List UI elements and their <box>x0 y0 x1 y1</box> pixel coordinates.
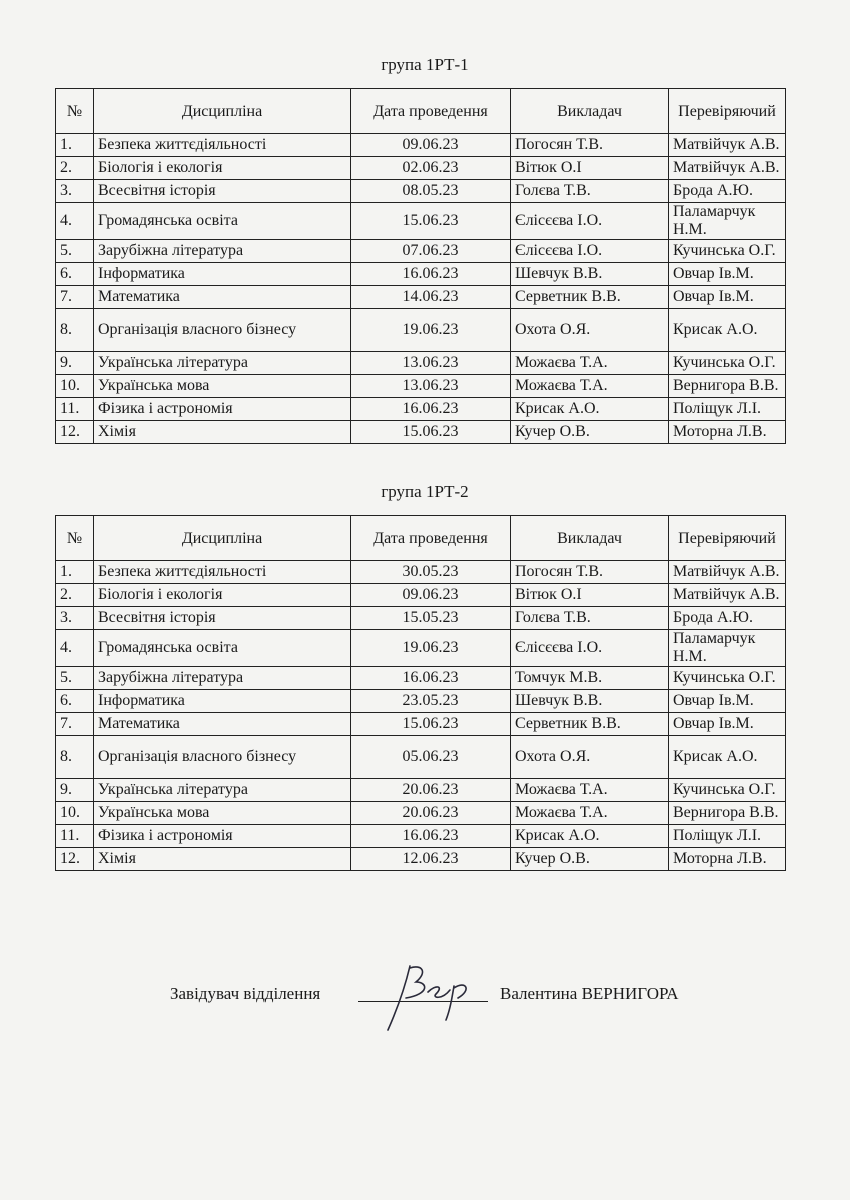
table-row <box>56 630 786 667</box>
cell-subject: Громадянська освіта <box>94 203 351 240</box>
table-row <box>56 309 786 352</box>
cell-teacher: Томчук М.В. <box>511 667 669 690</box>
cell-num: 5. <box>56 667 94 690</box>
cell-subject: Безпека життєдіяльності <box>94 134 351 157</box>
cell-date: 23.05.23 <box>351 690 511 713</box>
cell-date: 09.06.23 <box>351 134 511 157</box>
table-row <box>56 802 786 825</box>
table-row <box>56 561 786 584</box>
table-row <box>56 263 786 286</box>
cell-num: 8. <box>56 309 94 352</box>
cell-subject: Організація власного бізнесу <box>94 309 351 352</box>
cell-subject: Зарубіжна література <box>94 240 351 263</box>
table-body <box>56 134 786 444</box>
cell-subject: Громадянська освіта <box>94 630 351 667</box>
header-teacher: Викладач <box>511 516 669 561</box>
cell-checker: Овчар Ів.М. <box>669 263 786 286</box>
table-body <box>56 561 786 871</box>
header-teacher: Викладач <box>511 89 669 134</box>
header-num: № <box>56 516 94 561</box>
cell-checker: Паламарчук Н.М. <box>669 630 786 667</box>
cell-subject: Зарубіжна література <box>94 667 351 690</box>
cell-num: 11. <box>56 398 94 421</box>
cell-date: 15.06.23 <box>351 713 511 736</box>
cell-teacher: Серветник В.В. <box>511 713 669 736</box>
cell-teacher: Погосян Т.В. <box>511 134 669 157</box>
cell-num: 1. <box>56 134 94 157</box>
cell-teacher: Шевчук В.В. <box>511 690 669 713</box>
cell-teacher: Кучер О.В. <box>511 421 669 444</box>
cell-subject: Фізика і астрономія <box>94 825 351 848</box>
table-row <box>56 690 786 713</box>
cell-checker: Овчар Ів.М. <box>669 713 786 736</box>
cell-checker: Брода А.Ю. <box>669 180 786 203</box>
cell-date: 14.06.23 <box>351 286 511 309</box>
table-row <box>56 736 786 779</box>
cell-checker: Кучинська О.Г. <box>669 240 786 263</box>
table-header-row <box>56 89 786 134</box>
cell-num: 12. <box>56 421 94 444</box>
cell-num: 3. <box>56 607 94 630</box>
cell-subject: Українська література <box>94 352 351 375</box>
cell-date: 09.06.23 <box>351 584 511 607</box>
cell-checker: Поліщук Л.І. <box>669 825 786 848</box>
cell-checker: Моторна Л.В. <box>669 421 786 444</box>
cell-subject: Біологія і екологія <box>94 157 351 180</box>
cell-teacher: Можаєва Т.А. <box>511 802 669 825</box>
cell-teacher: Кучер О.В. <box>511 848 669 871</box>
signature-block <box>0 968 850 1048</box>
header-subject: Дисципліна <box>94 516 351 561</box>
cell-num: 9. <box>56 779 94 802</box>
cell-num: 7. <box>56 286 94 309</box>
cell-checker: Крисак А.О. <box>669 309 786 352</box>
cell-teacher: Погосян Т.В. <box>511 561 669 584</box>
cell-subject: Українська мова <box>94 375 351 398</box>
group-title: група 1РТ-2 <box>381 482 469 501</box>
cell-date: 13.06.23 <box>351 352 511 375</box>
cell-date: 02.06.23 <box>351 157 511 180</box>
table-row <box>56 352 786 375</box>
table-row <box>56 134 786 157</box>
cell-num: 2. <box>56 157 94 180</box>
cell-subject: Хімія <box>94 848 351 871</box>
header-date: Дата проведення <box>351 89 511 134</box>
table-row <box>56 667 786 690</box>
cell-date: 05.06.23 <box>351 736 511 779</box>
cell-date: 15.06.23 <box>351 421 511 444</box>
table-row <box>56 713 786 736</box>
cell-date: 19.06.23 <box>351 630 511 667</box>
cell-num: 7. <box>56 713 94 736</box>
header-subject: Дисципліна <box>94 89 351 134</box>
cell-date: 16.06.23 <box>351 263 511 286</box>
cell-teacher: Єлісєєва І.О. <box>511 240 669 263</box>
table-row <box>56 157 786 180</box>
cell-subject: Організація власного бізнесу <box>94 736 351 779</box>
cell-checker: Паламарчук Н.М. <box>669 203 786 240</box>
cell-num: 4. <box>56 203 94 240</box>
cell-checker: Крисак А.О. <box>669 736 786 779</box>
cell-num: 1. <box>56 561 94 584</box>
cell-date: 16.06.23 <box>351 398 511 421</box>
cell-subject: Інформатика <box>94 263 351 286</box>
cell-subject: Українська мова <box>94 802 351 825</box>
cell-subject: Всесвітня історія <box>94 607 351 630</box>
table-row <box>56 240 786 263</box>
cell-teacher: Крисак А.О. <box>511 398 669 421</box>
cell-subject: Математика <box>94 286 351 309</box>
cell-teacher: Крисак А.О. <box>511 825 669 848</box>
schedule-table <box>55 515 786 871</box>
cell-teacher: Можаєва Т.А. <box>511 375 669 398</box>
cell-num: 9. <box>56 352 94 375</box>
header-checker: Перевіряючий <box>669 516 786 561</box>
cell-subject: Українська література <box>94 779 351 802</box>
table-row <box>56 398 786 421</box>
cell-date: 13.06.23 <box>351 375 511 398</box>
cell-checker: Овчар Ів.М. <box>669 286 786 309</box>
group-title: група 1РТ-1 <box>381 55 469 74</box>
cell-checker: Кучинська О.Г. <box>669 779 786 802</box>
cell-checker: Кучинська О.Г. <box>669 352 786 375</box>
schedule-table <box>55 88 786 444</box>
cell-date: 15.06.23 <box>351 203 511 240</box>
cell-num: 12. <box>56 848 94 871</box>
cell-date: 19.06.23 <box>351 309 511 352</box>
header-num: № <box>56 89 94 134</box>
cell-num: 6. <box>56 690 94 713</box>
cell-teacher: Охота О.Я. <box>511 736 669 779</box>
table-row <box>56 421 786 444</box>
cell-num: 10. <box>56 375 94 398</box>
cell-num: 3. <box>56 180 94 203</box>
handwritten-signature <box>370 958 490 1038</box>
cell-subject: Біологія і екологія <box>94 584 351 607</box>
signatory-position: Завідувач відділення <box>170 984 321 1003</box>
cell-checker: Вернигора В.В. <box>669 375 786 398</box>
table-header-row <box>56 516 786 561</box>
cell-subject: Інформатика <box>94 690 351 713</box>
table-row <box>56 825 786 848</box>
cell-subject: Безпека життєдіяльності <box>94 561 351 584</box>
cell-num: 11. <box>56 825 94 848</box>
cell-num: 6. <box>56 263 94 286</box>
cell-num: 10. <box>56 802 94 825</box>
cell-checker: Матвійчук А.В. <box>669 561 786 584</box>
cell-teacher: Можаєва Т.А. <box>511 352 669 375</box>
cell-num: 8. <box>56 736 94 779</box>
cell-checker: Матвійчук А.В. <box>669 157 786 180</box>
cell-date: 20.06.23 <box>351 779 511 802</box>
cell-checker: Овчар Ів.М. <box>669 690 786 713</box>
cell-teacher: Єлісєєва І.О. <box>511 203 669 240</box>
cell-checker: Вернигора В.В. <box>669 802 786 825</box>
table-row <box>56 180 786 203</box>
header-checker: Перевіряючий <box>669 89 786 134</box>
cell-checker: Матвійчук А.В. <box>669 584 786 607</box>
table-row <box>56 286 786 309</box>
cell-date: 16.06.23 <box>351 825 511 848</box>
cell-num: 2. <box>56 584 94 607</box>
cell-teacher: Охота О.Я. <box>511 309 669 352</box>
cell-teacher: Вітюк О.І <box>511 584 669 607</box>
cell-checker: Моторна Л.В. <box>669 848 786 871</box>
cell-subject: Хімія <box>94 421 351 444</box>
cell-num: 5. <box>56 240 94 263</box>
cell-checker: Кучинська О.Г. <box>669 667 786 690</box>
cell-subject: Всесвітня історія <box>94 180 351 203</box>
cell-teacher: Серветник В.В. <box>511 286 669 309</box>
cell-teacher: Голєва Т.В. <box>511 180 669 203</box>
cell-date: 07.06.23 <box>351 240 511 263</box>
cell-subject: Фізика і астрономія <box>94 398 351 421</box>
cell-date: 16.06.23 <box>351 667 511 690</box>
cell-checker: Брода А.Ю. <box>669 607 786 630</box>
cell-teacher: Вітюк О.І <box>511 157 669 180</box>
signatory-name: Валентина ВЕРНИГОРА <box>500 984 679 1003</box>
cell-date: 12.06.23 <box>351 848 511 871</box>
cell-teacher: Шевчук В.В. <box>511 263 669 286</box>
table-row <box>56 779 786 802</box>
table-row <box>56 203 786 240</box>
cell-num: 4. <box>56 630 94 667</box>
cell-date: 08.05.23 <box>351 180 511 203</box>
cell-teacher: Можаєва Т.А. <box>511 779 669 802</box>
table-row <box>56 584 786 607</box>
cell-checker: Поліщук Л.І. <box>669 398 786 421</box>
cell-subject: Математика <box>94 713 351 736</box>
cell-date: 20.06.23 <box>351 802 511 825</box>
cell-teacher: Голєва Т.В. <box>511 607 669 630</box>
table-row <box>56 607 786 630</box>
table-row <box>56 848 786 871</box>
cell-date: 15.05.23 <box>351 607 511 630</box>
header-date: Дата проведення <box>351 516 511 561</box>
cell-date: 30.05.23 <box>351 561 511 584</box>
table-row <box>56 375 786 398</box>
cell-checker: Матвійчук А.В. <box>669 134 786 157</box>
cell-teacher: Єлісєєва І.О. <box>511 630 669 667</box>
